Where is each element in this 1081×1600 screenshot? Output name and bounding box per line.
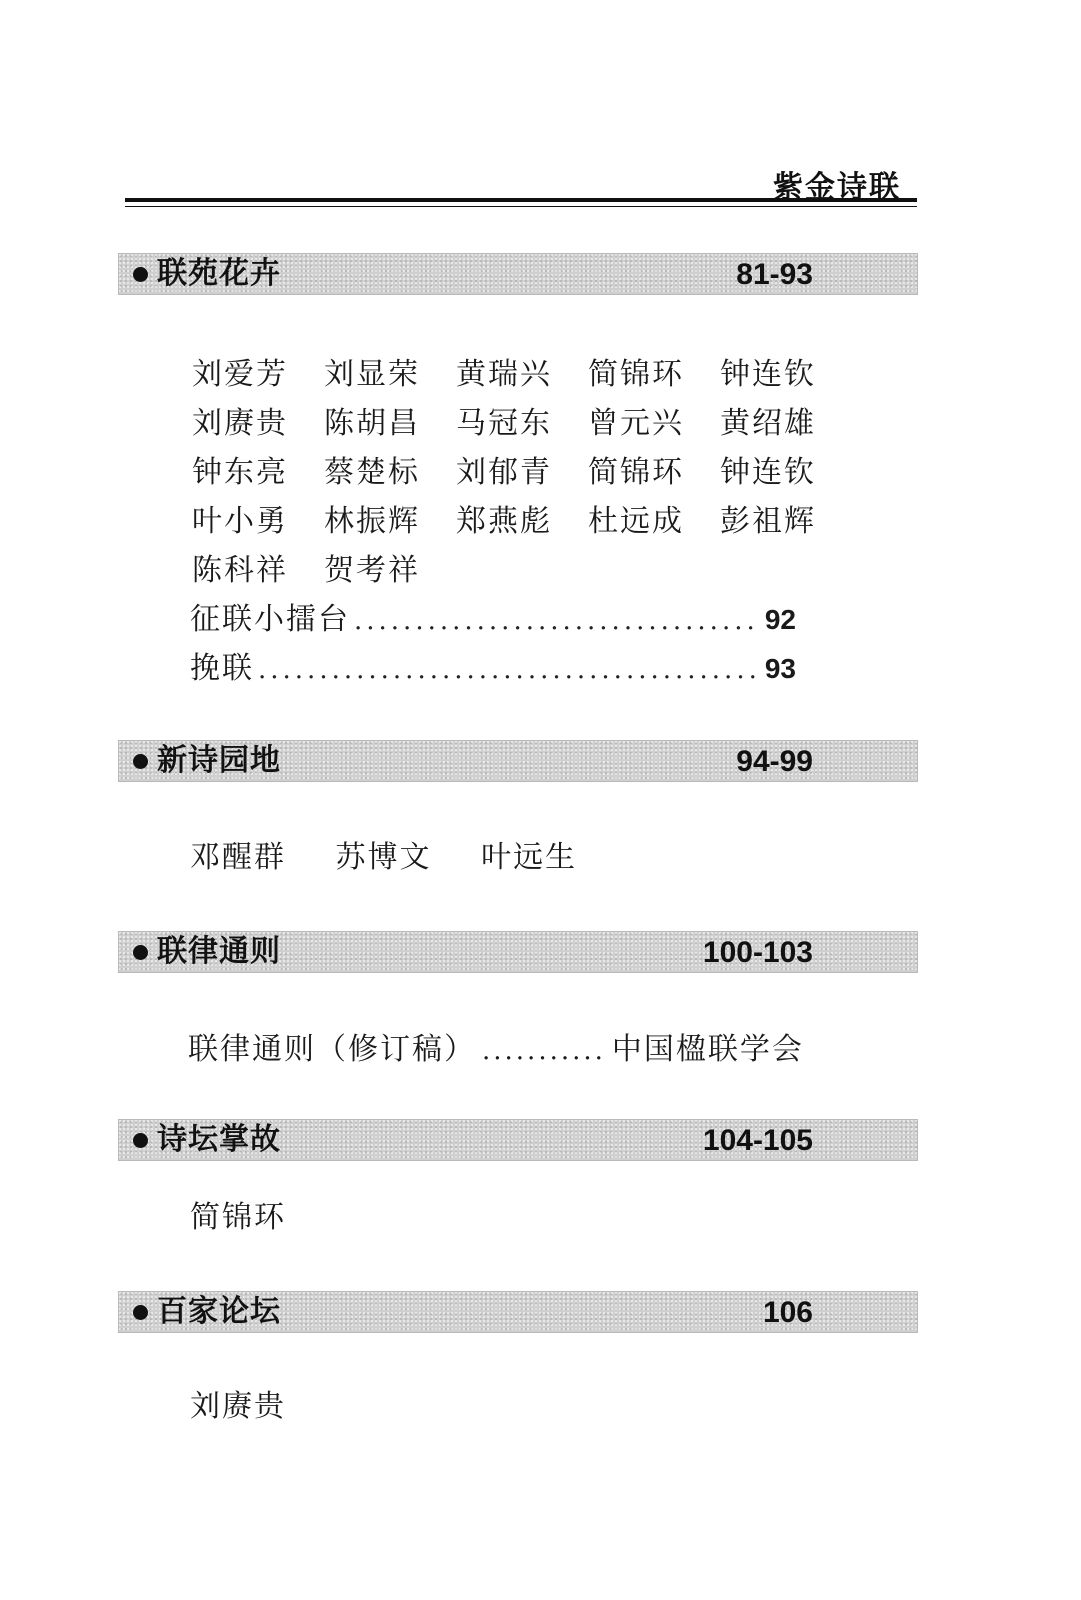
section-title: 新诗园地 (157, 743, 281, 778)
bullet-dot-icon (133, 267, 148, 282)
author-list (192, 350, 852, 595)
toc-entry[interactable] (188, 1028, 804, 1073)
dot-leader: ........... (482, 1036, 606, 1066)
toc-entry-label: 征联小擂台 (190, 602, 350, 637)
author-name: 邓醒群 (190, 840, 286, 875)
author-name: 曾元兴 (588, 406, 684, 441)
author-name: 叶小勇 (192, 504, 288, 539)
author-list (190, 1196, 324, 1240)
section-page-range: 104-105 (702, 1124, 813, 1157)
author-name: 刘赓贵 (192, 406, 288, 441)
toc-entry-label: 联律通则（修订稿） (188, 1032, 476, 1067)
section-title: 诗坛掌故 (157, 1122, 281, 1157)
author-name: 陈胡昌 (324, 406, 420, 441)
toc-entry-page: 92 (764, 604, 796, 635)
bullet-dot-icon (133, 754, 148, 769)
author-name: 林振辉 (324, 504, 420, 539)
author-name: 叶远生 (481, 840, 578, 875)
author-name: 刘爱芳 (192, 357, 288, 392)
toc-entry[interactable] (190, 598, 796, 643)
author-name: 钟连钦 (720, 455, 816, 490)
toc-entry-author: 中国楹联学会 (611, 1032, 804, 1067)
author-list (190, 1385, 324, 1429)
running-header-title: 紫金诗联 (773, 170, 901, 205)
toc-entry[interactable] (190, 647, 796, 692)
author-name: 苏博文 (335, 840, 432, 875)
author-name: 刘郁青 (456, 455, 552, 490)
author-name: 钟东亮 (192, 455, 288, 490)
section-title: 联苑花卉 (157, 256, 281, 291)
author-name: 简锦环 (190, 1200, 286, 1235)
bullet-dot-icon (133, 1133, 148, 1148)
section-bar-shitan (118, 1119, 918, 1161)
author-name: 黄瑞兴 (456, 357, 552, 392)
author-name: 杜远成 (588, 504, 684, 539)
author-name: 陈科祥 (192, 553, 288, 588)
bullet-dot-icon (133, 1305, 148, 1320)
author-name: 马冠东 (456, 406, 552, 441)
section-title: 百家论坛 (157, 1294, 281, 1329)
section-page-range: 81-93 (736, 258, 813, 291)
bullet-dot-icon (133, 945, 148, 960)
toc-entry-page: 93 (764, 653, 796, 684)
section-bar-baijia (118, 1291, 918, 1333)
section-title: 联律通则 (157, 934, 281, 969)
author-name: 彭祖辉 (720, 504, 816, 539)
section-page-range: 94-99 (736, 745, 813, 778)
author-name: 简锦环 (588, 357, 684, 392)
header-rule-thick (125, 198, 917, 202)
author-name: 简锦环 (588, 455, 684, 490)
author-name: 贺考祥 (324, 553, 420, 588)
author-name: 钟连钦 (720, 357, 816, 392)
author-name: 刘显荣 (324, 357, 420, 392)
section-page-range: 100-103 (702, 936, 813, 969)
author-name: 郑燕彪 (456, 504, 552, 539)
toc-entry-label: 挽联 (190, 651, 254, 686)
author-list (190, 836, 615, 880)
author-name: 黄绍雄 (720, 406, 816, 441)
section-bar-xinshi (118, 740, 918, 782)
author-name: 蔡楚标 (324, 455, 420, 490)
author-name: 刘赓贵 (190, 1389, 286, 1424)
section-page-range: 106 (762, 1296, 813, 1329)
section-bar-lianyuan (118, 253, 918, 295)
section-bar-lianlv (118, 931, 918, 973)
dot-leader (354, 599, 761, 643)
header-rule-thin (125, 206, 917, 207)
dot-leader (258, 648, 761, 692)
